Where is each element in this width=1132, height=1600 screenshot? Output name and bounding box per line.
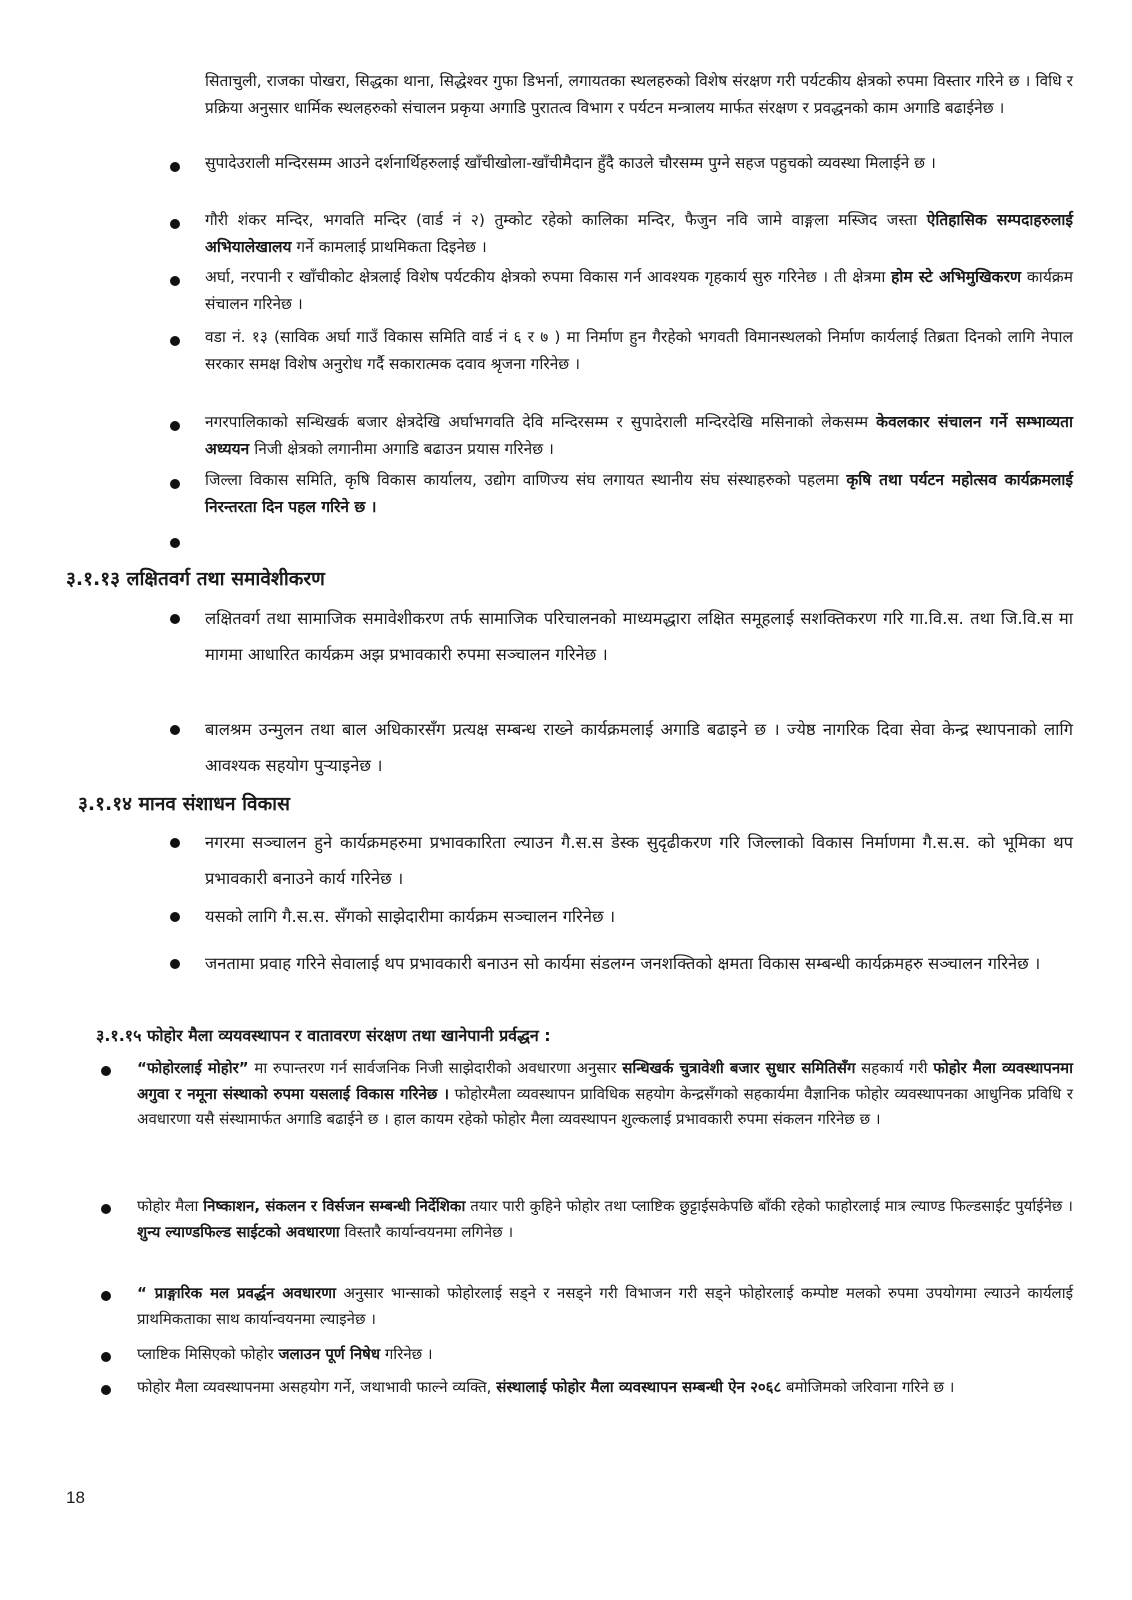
section-heading-3-1-14: ३.१.१४ मानव संशाधन विकास — [78, 793, 290, 815]
section-315-bullet-5: फोहोर मैला व्यवस्थापनमा असहयोग गर्ने, जथाभावी फाल्ने व्यक्ति, संस्थालाई फोहोर मैला व्यवस्थापन सम्बन्धी ऐन २०६८ बमोजिमको जरिवाना गरिने छ । — [137, 1378, 955, 1396]
bullet-icon — [101, 1066, 111, 1076]
bullet-icon — [170, 421, 180, 431]
bullet-icon — [170, 912, 180, 922]
bullet-icon-empty-item — [170, 538, 180, 548]
bullet-icon — [170, 219, 180, 229]
section-314-bullet-1: नगरमा सञ्चालन हुने कार्यक्रमहरुमा प्रभावकारिता ल्याउन गै.स.स डेस्क सुदृढीकरण गरि जिल्लाको विकास निर्माणमा गै.स.स. को भूमिका थप प्रभावकारी बनाउने कार्य गरिनेछ । — [205, 833, 1073, 888]
bullet-icon — [170, 479, 180, 489]
section-314-bullet-3: जनतामा प्रवाह गरिने सेवालाई थप प्रभावकारी बनाउन सो कार्यमा संडलग्न जनशक्तिको क्षमता विकास सम्बन्धी कार्यक्रमहरु सञ्चालन गरिनेछ । — [205, 954, 1041, 973]
section-313-bullet-1: लक्षितवर्ग तथा सामाजिक समावेशीकरण तर्फ सामाजिक परिचालनको माध्यमद्धारा लक्षित समूहलाई सशक्तिकरण गरि गा.वि.स. तथा जि.वि.स मा मागमा आधारित कार्यक्रम अझ प्रभावकारी रुपमा सञ्चालन गरिनेछ । — [205, 609, 1073, 664]
section-heading-3-1-15: ३.१.१५ फोहोर मैला व्ययवस्थापन र वातावरण संरक्षण तथा खानेपानी प्रर्वद्धन : — [96, 1026, 551, 1045]
page-number: 18 — [66, 1488, 85, 1507]
section-315-bullet-4: प्लाष्टिक मिसिएको फोहोर जलाउन पूर्ण निषेध गरिनेछ । — [137, 1345, 433, 1363]
bullet-icon — [170, 336, 180, 346]
section-313-bullet-2: बालश्रम उन्मुलन तथा बाल अधिकारसँग प्रत्यक्ष सम्बन्ध राख्ने कार्यक्रमलाई अगाडि बढाइने छ । ज्येष्ठ नागरिक दिवा सेवा केन्द्र स्थापनाको लागि आवश्यक सहयोग पुऱ्याइनेछ । — [205, 720, 1073, 775]
bullet-icon — [170, 614, 180, 624]
bullet-icon — [170, 276, 180, 286]
bullet-icon — [170, 838, 180, 848]
bullet-icon — [170, 725, 180, 735]
section-heading-3-1-13: ३.१.१३ लक्षितवर्ग तथा समावेशीकरण — [66, 568, 325, 590]
tourism-bullet-4: वडा नं. १३ (साविक अर्घा गाउँ विकास समिति वार्ड नं ६ र ७ ) मा निर्माण हुन गैरहेको भगवती विमानस्थलको निर्माण कार्यलाई तिब्रता दिनको लागि नेपाल सरकार समक्ष विशेष अनुरोध गर्दै सकारात्मक दवाव श्रृजना गरिनेछ । — [205, 328, 1073, 373]
bullet-icon — [101, 1352, 111, 1362]
bullet-icon — [101, 1291, 111, 1301]
bullet-icon — [170, 959, 180, 969]
section-315-bullet-3: “ प्राङ्गारिक मल प्रवर्द्धन अवधारणा अनुसार भान्साको फोहोरलाई सड्ने र नसड्ने गरी विभाजन गरी सड्ने फोहोरलाई कम्पोष्ट मलको रुपमा उपयोगमा ल्याउने कार्यलाई प्राथमिकताका साथ कार्यान्वयनमा ल्याइनेछ । — [137, 1284, 1073, 1328]
section-315-bullet-2: फोहोर मैला निष्काशन, संकलन र विर्सजन सम्बन्धी निर्देशिका तयार पारी कुहिने फोहोर तथा प्लाष्टिक छुट्टाईसकेपछि बाँकी रहेको फाहोरलाई मात्र ल्याण्ड फिल्डसाईट पुर्याईनेछ । शुन्य ल्याण्डफिल्ड साईटको अवधारणा विस्तारै कार्यान्वयनमा लगिनेछ । — [137, 1197, 1073, 1241]
bullet-icon — [101, 1385, 111, 1395]
intro-paragraph: सिताचुली, राजका पोखरा, सिद्धका थाना, सिद्धेश्वर गुफा डिभर्ना, लगायतका स्थलहरुको विशेष संरक्षण गरी पर्यटकीय क्षेत्रको रुपमा विस्तार गरिने छ । विधि र प्रक्रिया अनुसार धार्मिक स्थलहरुको संचालन प्रकृया अगाडि पुरातत्व विभाग र पर्यटन मन्त्रालय मार्फत संरक्षण र प्रवद्धनको काम अगाडि बढाईनेछ । — [205, 72, 1073, 117]
tourism-bullet-2: गौरी शंकर मन्दिर, भगवति मन्दिर (वार्ड नं २) तुम्कोट रहेको कालिका मन्दिर, फैजुन नवि जामे वाङ्गला मस्जिद जस्ता ऐतिहासिक सम्पदाहरुलाई अभियालेखालय गर्ने कामलाई प्राथमिकता दिइनेछ । — [205, 211, 1073, 256]
tourism-bullet-3: अर्घा, नरपानी र खाँचीकोट क्षेत्रलाई विशेष पर्यटकीय क्षेत्रको रुपमा विकास गर्न आवश्यक गृहकार्य सुरु गरिनेछ । ती क्षेत्रमा होम स्टे अभिमुखिकरण कार्यक्रम संचालन गरिनेछ । — [205, 268, 1073, 313]
section-315-bullet-1: “फोहोरलाई मोहोर” मा रुपान्तरण गर्न सार्वजनिक निजी साझेदारीको अवधारणा अनुसार सन्धिखर्क चुत्रावेशी बजार सुधार समितिसँग सहकार्य गरी फोहोर मैला व्यवस्थापनमा अगुवा र नमूना संस्थाको रुपमा यसलाई विकास गरिनेछ । फोहोरमैला व्यवस्थापन प्राविधिक सहयोग केन्द्रसँगको सहकार्यमा वैज्ञानिक फोहोर व्यवस्थापनका आधुनिक प्रविधि र अवधारणा यसै संस्थामार्फत अगाडि बढाईने छ । हाल कायम रहेको फोहोर मैला व्यवस्थापन शुल्कलाई प्रभावकारी रुपमा संकलन गरिनेछ छ । — [137, 1059, 1073, 1128]
section-314-bullet-2: यसको लागि गै.स.स. सँगको साझेदारीमा कार्यक्रम सञ्चालन गरिनेछ । — [205, 907, 616, 926]
bullet-icon — [170, 162, 180, 172]
tourism-bullet-6: जिल्ला विकास समिति, कृषि विकास कार्यालय, उद्योग वाणिज्य संघ लगायत स्थानीय संघ संस्थाहरुको पहलमा कृषि तथा पर्यटन महोत्सव कार्यक्रमलाई निरन्तरता दिन पहल गरिने छ । — [205, 471, 1073, 516]
tourism-bullet-1: सुपादेउराली मन्दिरसम्म आउने दर्शनार्थिहरुलाई खाँचीखोला-खाँचीमैदान हुँदै काउले चौरसम्म पुग्ने सहज पहुचको व्यवस्था मिलाईने छ । — [205, 154, 936, 172]
tourism-bullet-5: नगरपालिकाको सन्धिखर्क बजार क्षेत्रदेखि अर्घाभगवति देवि मन्दिरसम्म र सुपादेराली मन्दिरदेखि मसिनाको लेकसम्म केवलकार संचालन गर्ने सम्भाव्यता अध्ययन निजी क्षेत्रको लगानीमा अगाडि बढाउन प्रयास गरिनेछ । — [205, 413, 1074, 458]
bullet-icon — [101, 1204, 111, 1214]
